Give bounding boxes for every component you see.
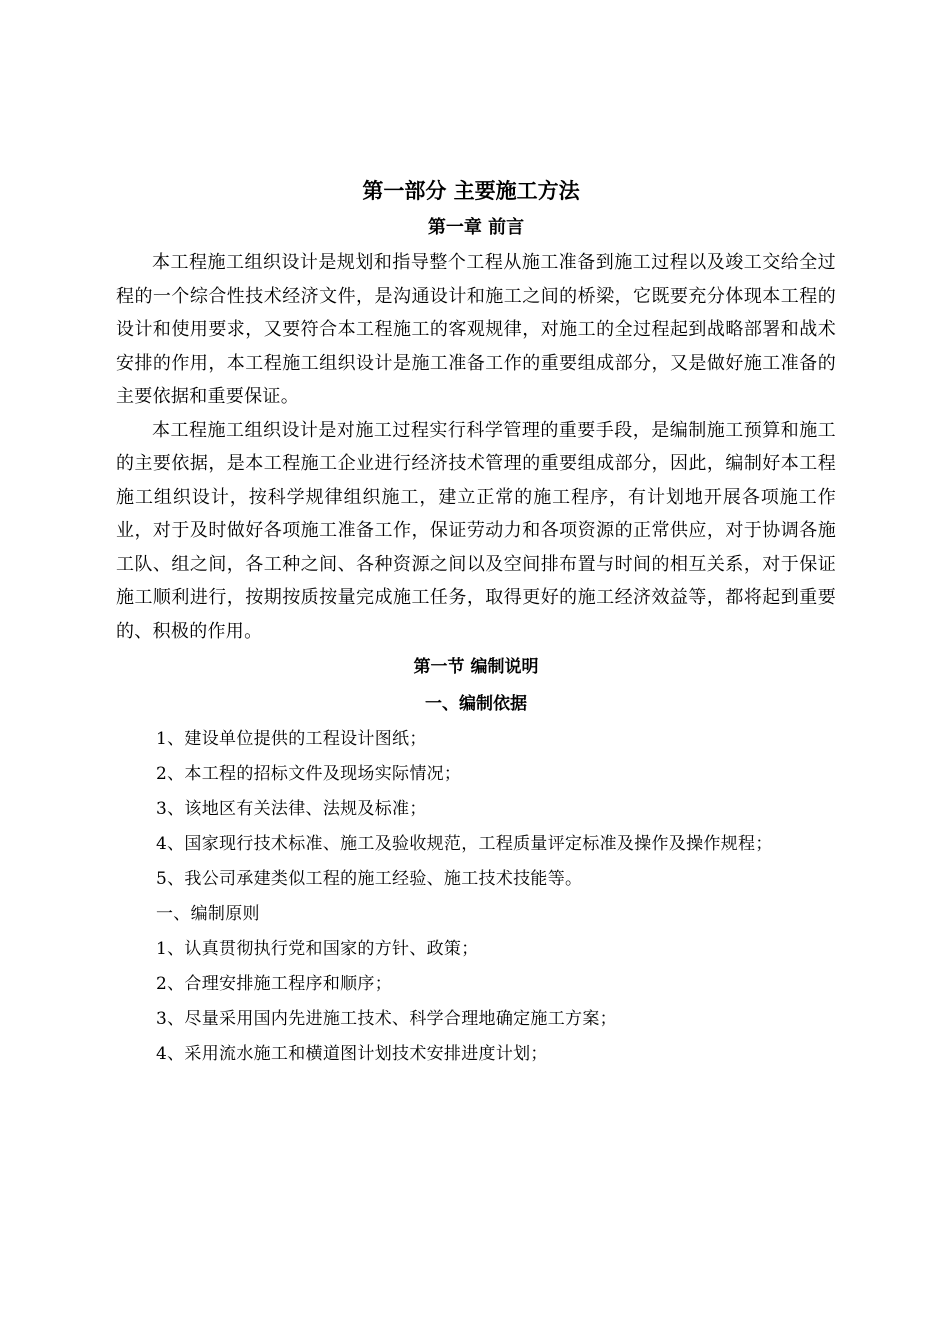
list-item: 3、尽量采用国内先进施工技术、科学合理地确定施工方案； xyxy=(156,1009,617,1029)
list-item: 2、本工程的招标文件及现场实际情况； xyxy=(156,764,462,784)
principles-list xyxy=(116,932,836,1072)
list-item: 4、国家现行技术标准、施工及验收规范，工程质量评定标准及操作及操作规程； xyxy=(156,834,773,854)
list-item: 1、认真贯彻执行党和国家的方针、政策； xyxy=(156,939,479,959)
section-title: 第一节 编制说明 xyxy=(413,657,539,677)
document-page xyxy=(116,172,836,1072)
list-item: 1、建设单位提供的工程设计图纸； xyxy=(156,729,427,749)
list-item: 3、该地区有关法律、法规及标准； xyxy=(156,799,427,819)
paragraph-intro-2: 本工程施工组织设计是对施工过程实行科学管理的重要手段，是编制施工预算和施工的主要依据，是本工程施工企业进行经济技术管理的重要组成部分，因此，编制好本工程施工组织设计，按科学规律组织施工，建立正常的施工程序，有计划地开展各项施工作业，对于及时做好各项施工准备工作，保证劳动力和各项资源的正常供应，对于协调各施工队、组之间，各工种之间、各种资源之间以及空间排布置与时间的相互关系，对于保证施工顺利进行，按期按质按量完成施工任务，取得更好的施工经济效益等，都将起到重要的、积极的作用。 xyxy=(116,419,836,642)
part-title: 第一部分 主要施工方法 xyxy=(362,178,580,203)
paragraph-intro-1: 本工程施工组织设计是规划和指导整个工程从施工准备到施工过程以及竣工交给全过程的一个综合性技术经济文件，是沟通设计和施工之间的桥梁，它既要充分体现本工程的设计和使用要求，又要符合本工程施工的客观规律，对施工的全过程起到战略部署和战术安排的作用，本工程施工组织设计是施工准备工作的重要组成部分，又是做好施工准备的主要依据和重要保证。 xyxy=(116,252,836,407)
list-item: 2、合理安排施工程序和顺序； xyxy=(156,974,393,994)
list-item: 4、采用流水施工和横道图计划技术安排进度计划； xyxy=(156,1044,548,1064)
subsection-principles-title: 一、编制原则 xyxy=(156,904,260,924)
basis-list xyxy=(116,722,836,897)
list-item: 5、我公司承建类似工程的施工经验、施工技术技能等。 xyxy=(156,869,583,889)
subsection-basis-title: 一、编制依据 xyxy=(425,694,527,714)
chapter-title: 第一章 前言 xyxy=(427,217,525,238)
